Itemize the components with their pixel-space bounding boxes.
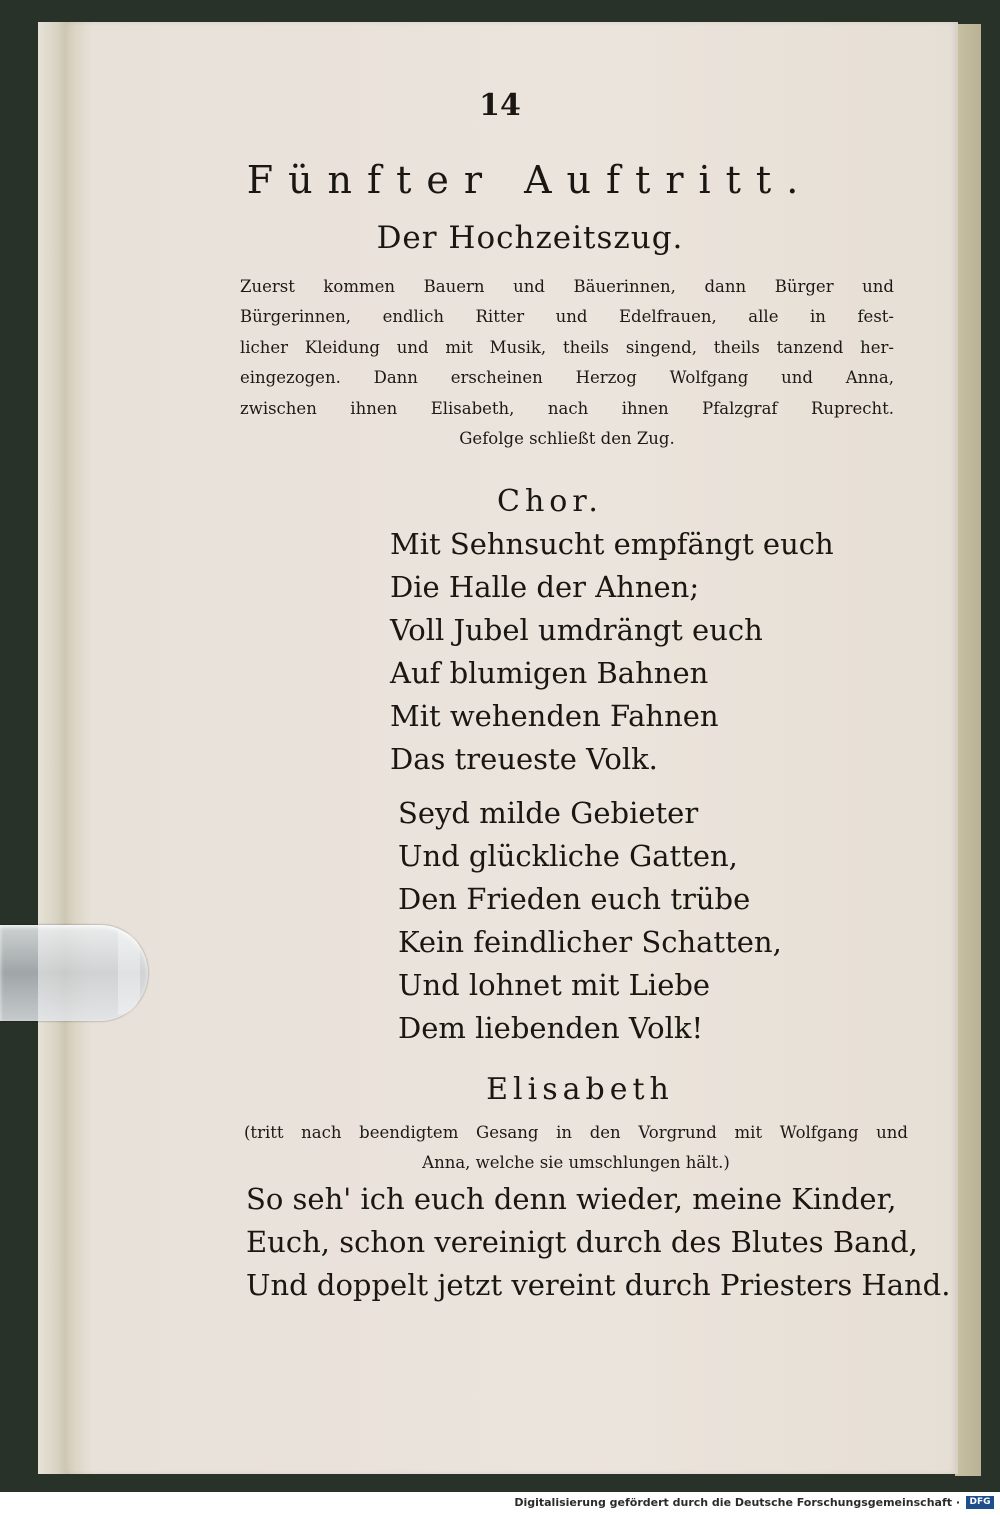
speech-line: So seh' ich euch denn wieder, meine Kinder, bbox=[246, 1182, 897, 1216]
verse-line: Und glückliche Gatten, bbox=[398, 839, 738, 873]
chor-stanza-2 bbox=[398, 792, 878, 1050]
page-number: 14 bbox=[479, 88, 521, 123]
stage-direction-line: Gefolge schließt den Zug. bbox=[459, 429, 675, 449]
verse-line: Den Frieden euch trübe bbox=[398, 882, 751, 916]
verse-line: Mit wehenden Fahnen bbox=[390, 699, 719, 733]
verse-line: Und lohnet mit Liebe bbox=[398, 968, 711, 1002]
stage-direction-line: Anna, welche sie umschlungen hält.) bbox=[422, 1153, 730, 1172]
verse-line: Das treueste Volk. bbox=[390, 742, 658, 776]
verse-line: Kein feindlicher Schatten, bbox=[398, 925, 782, 959]
speaker-elisabeth: Elisabeth bbox=[486, 1072, 674, 1107]
book-edge-right bbox=[955, 24, 981, 1476]
verse-line: Die Halle der Ahnen; bbox=[390, 570, 700, 604]
stage-direction-line: zwischen ihnen Elisabeth, nach ihnen Pfalzgraf Ruprecht. bbox=[240, 398, 894, 418]
page-clip bbox=[0, 925, 148, 1021]
footer-bar bbox=[0, 1492, 1000, 1515]
stage-direction-2 bbox=[244, 1118, 908, 1178]
stage-direction-line: (tritt nach beendigtem Gesang in den Vorgrund mit Wolfgang und bbox=[244, 1123, 908, 1142]
speech-line: Und doppelt jetzt vereint durch Priesters Hand. bbox=[246, 1268, 951, 1302]
chor-stanza-1 bbox=[390, 523, 870, 781]
verse-line: Mit Sehnsucht empfängt euch bbox=[390, 527, 834, 561]
stage-direction-line: licher Kleidung und mit Musik, theils singend, theils tanzend her- bbox=[240, 337, 894, 357]
act-heading: Fünfter Auftritt. bbox=[246, 158, 814, 202]
dfg-logo: DFG bbox=[966, 1496, 994, 1509]
book-edge-left bbox=[38, 22, 68, 1474]
stage-direction bbox=[240, 272, 894, 454]
stage-direction-line: Bürgerinnen, endlich Ritter und Edelfrauen, alle in fest- bbox=[240, 307, 894, 327]
stage-direction-line: eingezogen. Dann erscheinen Herzog Wolfgang und Anna, bbox=[240, 368, 894, 388]
stage-direction-line: Zuerst kommen Bauern und Bäuerinnen, dann Bürger und bbox=[240, 277, 894, 296]
verse-line: Seyd milde Gebieter bbox=[398, 796, 699, 830]
verse-line: Auf blumigen Bahnen bbox=[390, 656, 709, 690]
verse-line: Dem liebenden Volk! bbox=[398, 1011, 704, 1045]
verse-line: Voll Jubel umdrängt euch bbox=[390, 613, 763, 647]
elisabeth-speech bbox=[246, 1178, 951, 1307]
speech-line: Euch, schon vereinigt durch des Blutes Band, bbox=[246, 1225, 918, 1259]
funding-notice: Digitalisierung gefördert durch die Deutsche Forschungsgemeinschaft · bbox=[514, 1496, 960, 1509]
scene-heading: Der Hochzeitszug. bbox=[376, 220, 684, 256]
speaker-chor: Chor. bbox=[497, 484, 603, 519]
